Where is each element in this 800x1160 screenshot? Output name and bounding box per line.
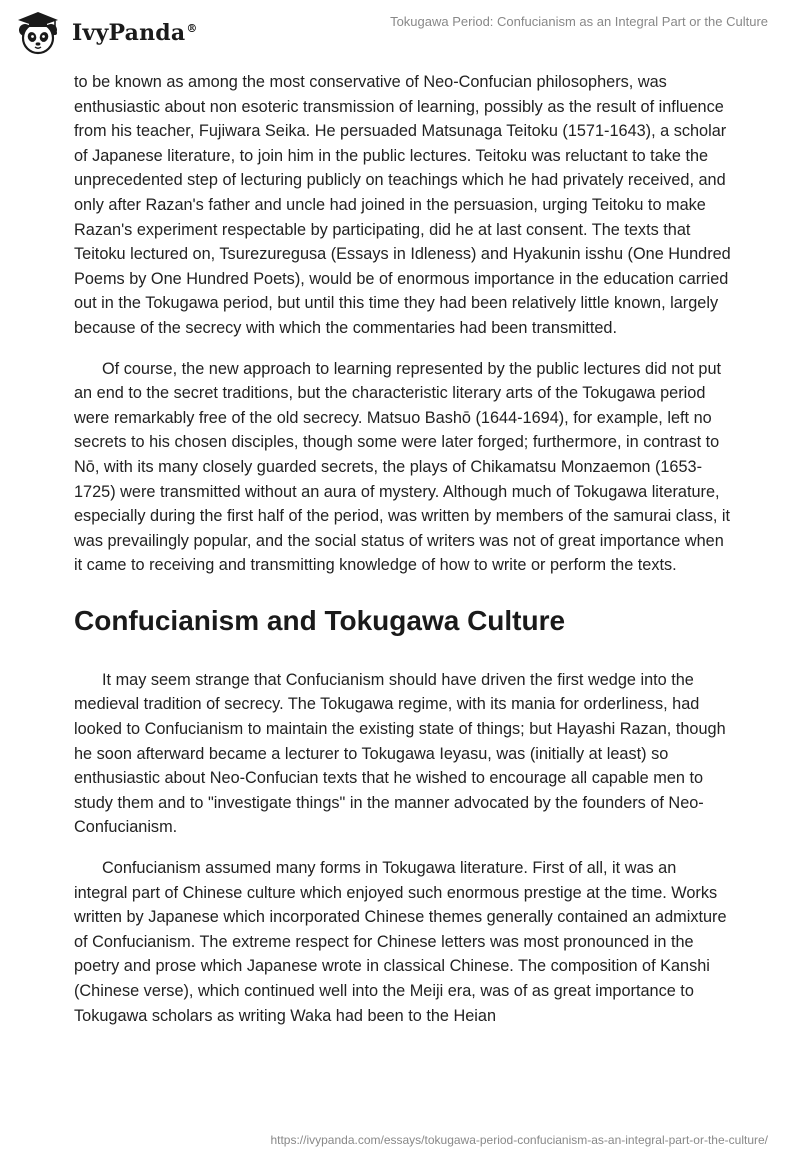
paragraph: Of course, the new approach to learning represented by the public lectures did not put an end to the secret traditions, but the characteristic literary arts of the Tokugawa period were remarkably free of the old secrecy. Matsuo Bashō (1644-1694), for example, left no secrets to his chosen disciples, though some were later forged; furthermore, in contrast to Nō, with its many closely guarded secrets, the plays of Chikamatsu Monzaemon (1653-1725) were transmitted without an aura of mystery. Although much of Tokugawa literature, especially during the first half of the period, was written by members of the samurai class, it was prevailingly popular, and the social status of writers was not of great importance when it came to receiving and transmitting knowledge of how to write or perform the texts. bbox=[74, 359, 731, 575]
essay-content bbox=[74, 70, 734, 1044]
source-url[interactable]: https://ivypanda.com/essays/tokugawa-period-confucianism-as-an-integral-part-or-the-culture/ bbox=[270, 1133, 768, 1147]
logo-name: IvyPanda bbox=[72, 20, 186, 46]
ivypanda-logo[interactable] bbox=[14, 10, 198, 56]
document-title: Tokugawa Period: Confucianism as an Integral Part or the Culture bbox=[390, 14, 768, 29]
section-heading: Confucianism and Tokugawa Culture bbox=[74, 604, 566, 636]
paragraph: Confucianism assumed many forms in Tokugawa literature. First of all, it was an integral part of Chinese culture which enjoyed such enormous prestige at the time. Works written by Japanese which incorporated Chinese themes generally contained an admixture of Confucianism. The extreme respect for Chinese letters was most pronounced in the poetry and prose which Japanese wrote in classical Chinese. The composition of Kanshi (Chinese verse), which continued well into the Meiji era, was of as great importance to Tokugawa scholars as writing Waka had been to the Heian bbox=[74, 859, 727, 1025]
panda-graduation-cap-icon bbox=[14, 10, 66, 56]
logo-text bbox=[72, 20, 198, 46]
paragraph: to be known as among the most conservative of Neo-Confucian philosophers, was enthusiastic about non esoteric transmission of learning, possibly as the result of influence from his teacher, Fujiwara Seika. He persuaded Matsunaga Teitoku (1571-1643), a scholar of Japanese literature, to join him in the public lectures. Teitoku was reluctant to take the unprecedented step of lecturing publicly on teachings which he had privately received, and only after Razan's father and uncle had joined in the persuasion, urging Teitoku to make Razan's experiment respectable by participating, did he at last consent. The texts that Teitoku lectured on, Tsurezuregusa (Essays in Idleness) and Hyakunin isshu (One Hundred Poems by One Hundred Poets), would be of enormous importance in the education carried out in the Tokugawa period, but until this time they had been relatively little known, largely because of the secrecy with which the commentaries had been transmitted. bbox=[74, 73, 731, 337]
logo-registered-mark: ® bbox=[186, 21, 198, 35]
paragraph: It may seem strange that Confucianism should have driven the first wedge into the medieval tradition of secrecy. The Tokugawa regime, with its mania for orderliness, had looked to Confucianism to maintain the existing state of things; but Hayashi Razan, though he soon afterward became a lecturer to Tokugawa Ieyasu, was (initially at least) so enthusiastic about Neo-Confucian texts that he wished to encourage all capable men to study them and to "investigate things" in the manner advocated by the founders of Neo-Confucianism. bbox=[74, 670, 726, 837]
page-header bbox=[0, 0, 800, 64]
